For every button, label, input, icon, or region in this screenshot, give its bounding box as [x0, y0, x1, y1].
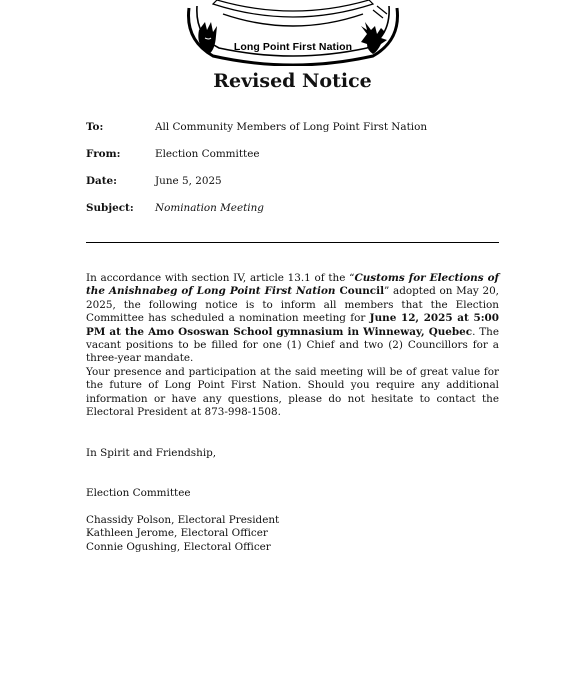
subject-value: Nomination Meeting: [155, 202, 264, 214]
body-paragraph-2: Your presence and participation at the said meeting will be of great value for the future of Long Point First Nation. Should you require any additional information or have any questions, please do not hesitate to contact the Electoral President at 873-998-1508.: [86, 366, 499, 419]
p1-council-word: Council: [335, 285, 385, 298]
header-divider: [86, 242, 499, 243]
body-paragraph-1: [86, 272, 499, 366]
date-value: June 5, 2025: [155, 175, 222, 187]
document-title: Revised Notice: [213, 70, 372, 92]
memo-from-row: [86, 148, 499, 175]
p1-meeting-details: June 12, 2025 at 5:00 PM at the Amo Ososwan School gymnasium in Winneway, Quebec: [86, 312, 499, 338]
date-label: Date:: [86, 175, 117, 187]
memo-date-row: [86, 175, 499, 202]
signer-name: Chassidy Polson, Electoral President: [86, 514, 280, 526]
signer-list: [86, 514, 279, 554]
from-label: From:: [86, 148, 121, 160]
logo-org-name: Long Point First Nation: [233, 41, 353, 53]
closing-salutation: In Spirit and Friendship,: [86, 447, 217, 459]
p1-text-d: ” adopted on May 20, 2025, the following notice is to inform all members that the Election Committee has scheduled a nomination meeting for: [86, 285, 499, 325]
memo-header: [86, 121, 499, 229]
organization-logo: [183, 0, 403, 66]
canoe-emblem-icon: [183, 0, 403, 66]
signature-organization: Election Committee: [86, 487, 191, 499]
p1-text-a: In accordance with section IV, article 13.1 of the “: [86, 272, 355, 284]
to-value: All Community Members of Long Point First Nation: [155, 121, 428, 133]
from-value: Election Committee: [155, 148, 260, 160]
subject-label: Subject:: [86, 202, 134, 214]
p1-text-f: . The vacant positions to be filled for one (1) Chief and two (2) Councillors for a three-year mandate.: [86, 325, 499, 365]
p1-customs-title: Customs for Elections of the Anishnabeg of Long Point First Nation: [86, 272, 500, 298]
memo-subject-row: [86, 202, 499, 229]
signer-name: Kathleen Jerome, Electoral Officer: [86, 527, 268, 540]
to-label: To:: [86, 121, 104, 133]
signer-name: Connie Ogushing, Electoral Officer: [86, 540, 271, 553]
memo-to-row: [86, 121, 499, 148]
